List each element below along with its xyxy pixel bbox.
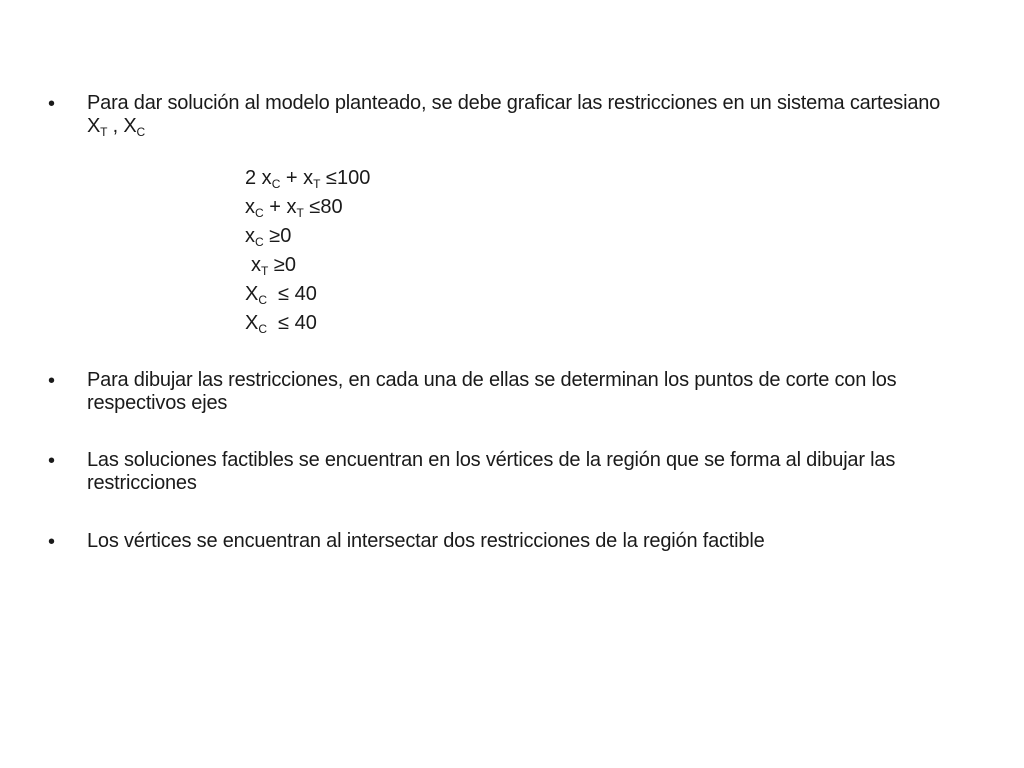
intro-sub-t: T (100, 125, 108, 139)
bullet-intro-text (87, 92, 947, 138)
constraint-2: $x_C + x_T \le 80$ (245, 196, 343, 220)
bullet-vertices: Los vértices se encuentran al intersectar dos restricciones de la región factible (87, 530, 765, 552)
constraint-5: $X_C \le 40$ (245, 283, 317, 307)
bullet-marker: • (48, 370, 56, 392)
constraint-3: $x_C \ge 0$ (245, 225, 292, 249)
constraints-block (245, 164, 370, 338)
bullet-marker: • (48, 93, 56, 115)
intro-text-sep: , X (107, 115, 137, 137)
constraint-1: 2 $x_C + x_T \le 100$ (245, 167, 371, 191)
bullet-marker: • (48, 450, 56, 472)
bullet-draw-constraints: Para dibujar las restricciones, en cada una de ellas se determinan los puntos de corte con los respectivos ejes (87, 369, 897, 414)
constraint-4: $x_T \ge 0$ (251, 254, 296, 278)
bullet-marker: • (48, 531, 56, 553)
bullet-feasible-solutions: Las soluciones factibles se encuentran en los vértices de la región que se forma al dibujar las restricciones (87, 449, 896, 494)
intro-sub-c: C (136, 125, 145, 139)
intro-text-main: Para dar solución al modelo planteado, se debe graficar las restricciones en un sistema cartesiano X (87, 92, 941, 137)
constraint-6: $X_C \le 40$ (245, 312, 317, 336)
